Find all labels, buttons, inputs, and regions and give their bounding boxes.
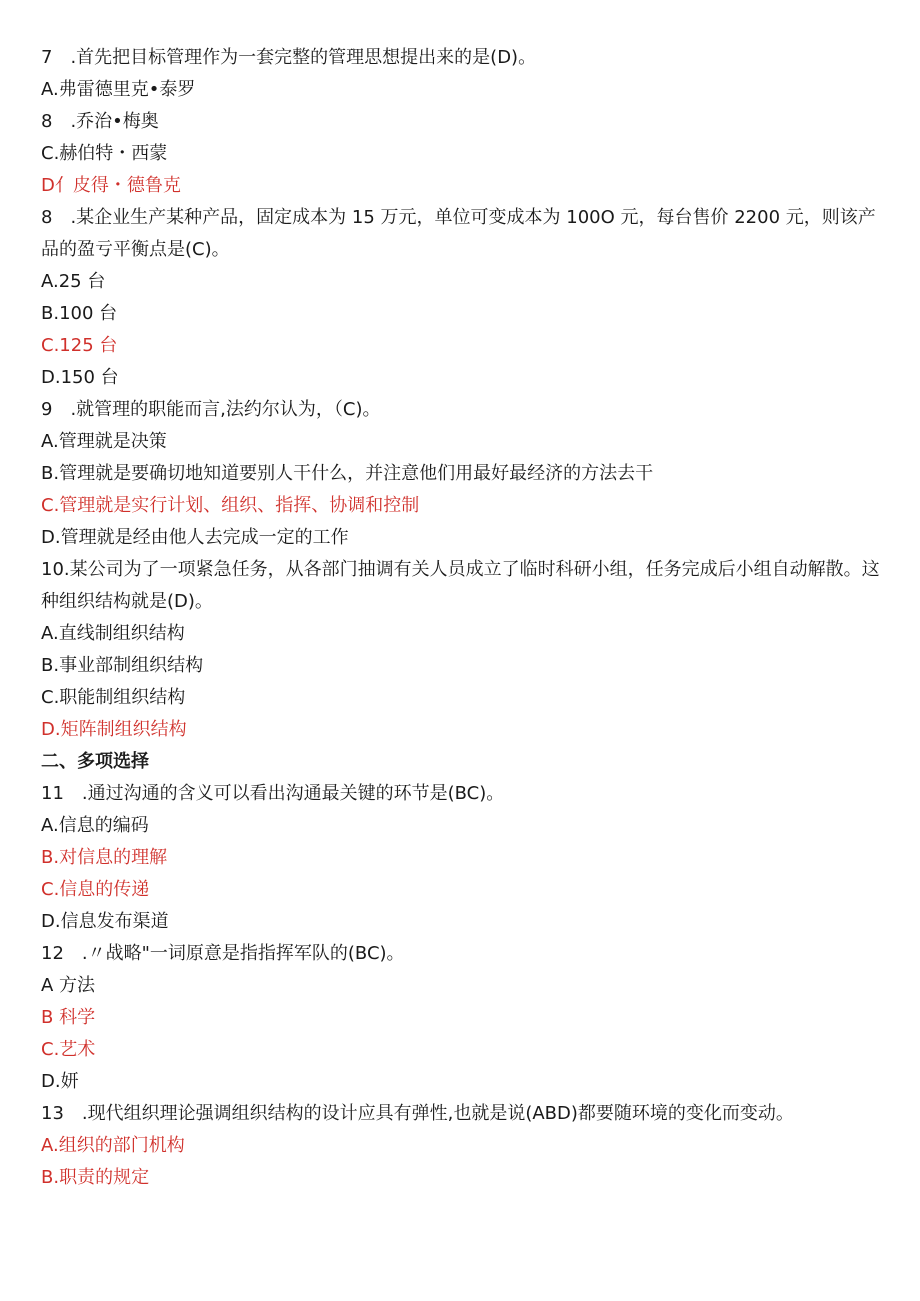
answer-option-line: D亻皮得・德鲁克 (41, 175, 181, 196)
answer-option-line: C.管理就是实行计划、组织、指挥、协调和控制 (41, 495, 420, 516)
answer-option-line: B.职责的规定 (41, 1167, 150, 1188)
answer-option-line: B 科学 (41, 1007, 96, 1028)
text-line: C.职能制组织结构 (41, 687, 186, 708)
text-line: 8 .乔治•梅奥 (41, 111, 159, 132)
text-line: D.管理就是经由他人去完成一定的工作 (41, 527, 349, 548)
text-line: D.150 台 (41, 367, 119, 388)
text-line: A.信息的编码 (41, 815, 149, 836)
text-line: 11 .通过沟通的含义可以看出沟通最关键的环节是(BC)。 (41, 783, 505, 804)
answer-option-line: D.矩阵制组织结构 (41, 719, 187, 740)
text-line: A.直线制组织结构 (41, 623, 185, 644)
text-line: B.100 台 (41, 303, 118, 324)
text-line: A.弗雷德里克•泰罗 (41, 79, 196, 100)
text-line: A.25 台 (41, 271, 106, 292)
answer-option-line: C.信息的传递 (41, 879, 150, 900)
text-line: B.管理就是要确切地知道要别人干什么，并注意他们用最好最经济的方法去干 (41, 463, 654, 484)
text-line: 7 .首先把目标管理作为一套完整的管理思想提出来的是(D)。 (41, 47, 537, 68)
text-line: 12 .〃战略"一词原意是指指挥军队的(BC)。 (41, 943, 405, 964)
answer-option-line: B.对信息的理解 (41, 847, 168, 868)
text-line: A.管理就是决策 (41, 431, 167, 452)
text-line: 9 .就管理的职能而言,法约尔认为，（C)。 (41, 399, 381, 420)
text-line: A 方法 (41, 975, 96, 996)
text-line: 10.某公司为了一项紧急任务，从各部门抽调有关人员成立了临时科研小组，任务完成后小组自动解散。这种组织结构就是(D)。 (41, 559, 880, 612)
text-line: C.赫伯特・西蒙 (41, 143, 168, 164)
answer-option-line: A.组织的部门机构 (41, 1135, 185, 1156)
section-heading: 二、多项选择 (41, 751, 149, 772)
text-line: D.信息发布渠道 (41, 911, 169, 932)
text-line: 8 .某企业生产某种产品，固定成本为 15 万元，单位可变成本为 100O 元，每台售价 2200 元，则该产品的盈亏平衡点是(C)。 (41, 207, 876, 260)
answer-option-line: C.艺术 (41, 1039, 96, 1060)
text-line: 13 .现代组织理论强调组织结构的设计应具有弹性,也就是说(ABD)都要随环境的变化而变动。 (41, 1103, 794, 1124)
text-line: B.事业部制组织结构 (41, 655, 204, 676)
text-line: D.妍 (41, 1071, 79, 1092)
answer-option-line: C.125 台 (41, 335, 118, 356)
document-page (41, 42, 881, 1194)
